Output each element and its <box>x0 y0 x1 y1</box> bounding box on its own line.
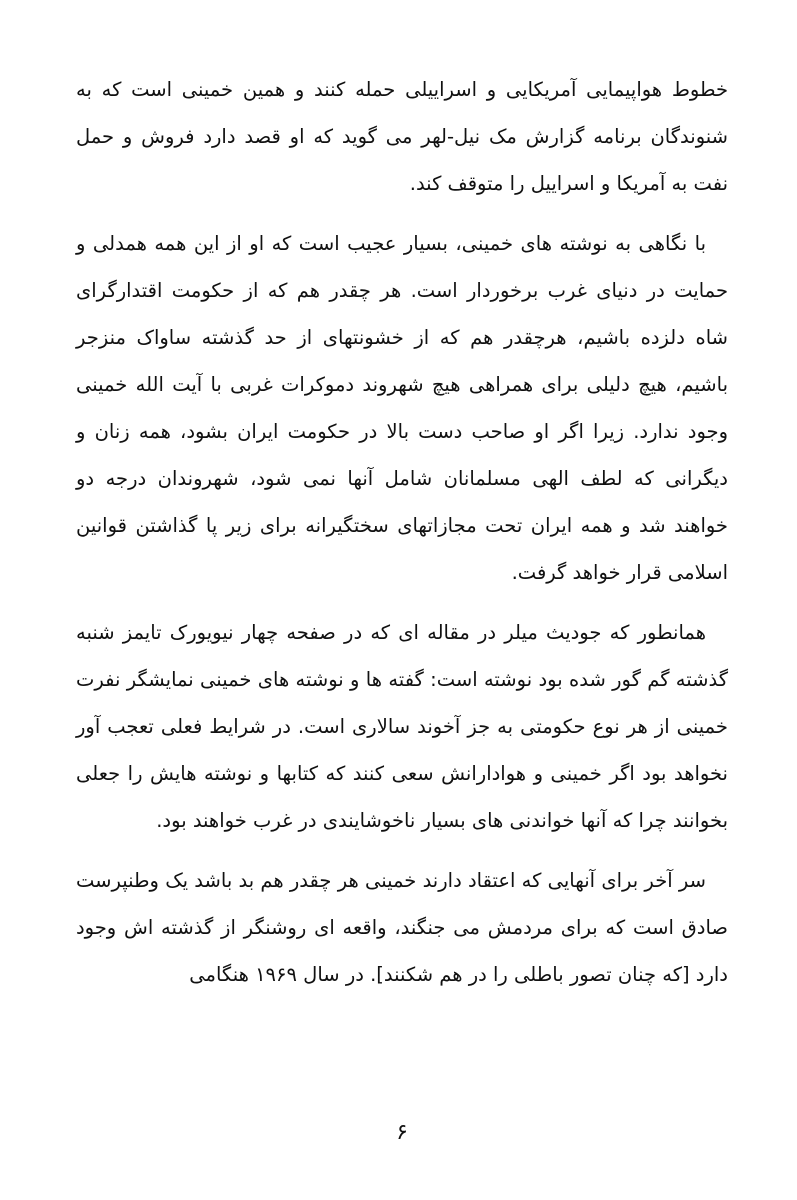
paragraph-2: با نگاهی به نوشته های خمینی، بسیار عجیب است که او از این همه همدلی و حمایت در دنیای غرب برخوردار است. هر چقدر هم که از حکومت اقتدارگرای شاه دلزده باشیم، هرچقدر هم که از خشونتهای از حد گذشته ساواک منزجر باشیم، هیچ دلیلی برای همراهی هیچ شهروند دموکرات غربی با آیت الله خمینی وجود ندارد. زیرا اگر او صاحب دست بالا در حکومت ایران بشود، همه زنان و دیگرانی که لطف الهی مسلمانان شامل آنها نمی شود، شهروندان درجه دو خواهند شد و همه ایران تحت مجازاتهای سختگیرانه برای زیر پا گذاشتن قوانین اسلامی قرار خواهد گرفت. <box>76 232 728 584</box>
paragraph-3: همانطور که جودیث میلر در مقاله ای که در صفحه چهار نیویورک تایمز شنبه گذشته گم گور شده بود نوشته است: گفته ها و نوشته های خمینی نمایشگر نفرت خمینی از هر نوع حکومتی به جز آخوند سالاری است. در شرایط فعلی تعجب آور نخواهد بود اگر خمینی و هوادارانش سعی کنند که کتابها و نوشته هایش را جعلی بخوانند چرا که آنها خواندنی های بسیار ناخوشایندی در غرب خواهند بود. <box>76 621 728 832</box>
page-number: ۶ <box>396 1120 408 1145</box>
body-text <box>76 66 728 1011</box>
document-page <box>76 0 728 1200</box>
paragraph-1: خطوط هواپیمایی آمریکایی و اسراییلی حمله کنند و همین خمینی است که به شنوندگان برنامه گزارش مک نیل-لهر می گوید که او قصد دارد فروش و حمل نفت به آمریکا و اسراییل را متوقف کند. <box>76 78 728 195</box>
paragraph-4: سر آخر برای آنهایی که اعتقاد دارند خمینی هر چقدر هم بد باشد یک وطنپرست صادق است که برای مردمش می جنگند، واقعه ای روشنگر از گذشته اش وجود دارد [که چنان تصور باطلی را در هم شکنند]. در سال ۱۹۶۹ هنگامی <box>76 869 728 986</box>
